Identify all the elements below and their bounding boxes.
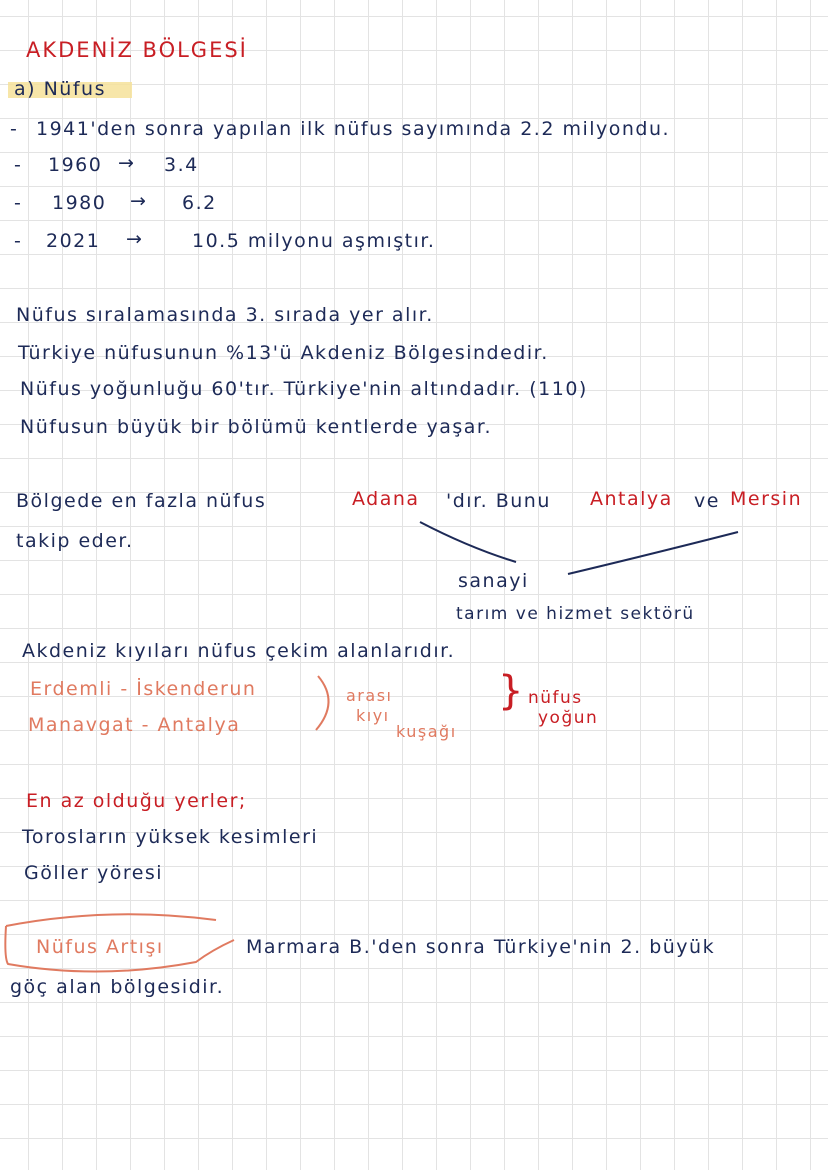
label-sanayi: sanayi bbox=[458, 570, 529, 592]
migration-text: Marmara B.'den sonra Türkiye'nin 2. büyük bbox=[246, 936, 716, 958]
city-mersin: Mersin bbox=[730, 488, 803, 510]
banner-shape bbox=[5, 914, 234, 971]
fact-line: Nüfusun büyük bir bölümü kentlerde yaşar. bbox=[20, 416, 493, 438]
least-heading: En az olduğu yerler; bbox=[26, 790, 247, 812]
label-yogun: yoğun bbox=[538, 708, 599, 728]
cities-prefix: Bölgede en fazla nüfus bbox=[16, 490, 267, 512]
census-value-1960: 3.4 bbox=[164, 154, 199, 176]
label-kiyi: kıyı bbox=[356, 706, 390, 725]
city-adana: Adana bbox=[352, 488, 420, 510]
least-item-1: Torosların yüksek kesimleri bbox=[22, 826, 319, 848]
page-title: AKDENİZ BÖLGESİ bbox=[26, 38, 248, 62]
census-dash-2: - bbox=[14, 154, 23, 176]
cities-ve: ve bbox=[694, 490, 720, 512]
fact-line: Nüfus sıralamasında 3. sırada yer alır. bbox=[16, 304, 434, 326]
census-dash-1: - bbox=[10, 118, 19, 140]
paren-mark bbox=[316, 676, 329, 730]
coast-heading: Akdeniz kıyıları nüfus çekim alanlarıdır. bbox=[22, 640, 456, 662]
label-sectors: tarım ve hizmet sektörü bbox=[456, 604, 695, 624]
census-dash-4: - bbox=[14, 230, 23, 252]
census-year-1960: 1960 bbox=[48, 154, 103, 176]
least-item-2: Göller yöresi bbox=[24, 862, 164, 884]
cities-line-2: takip eder. bbox=[16, 530, 134, 552]
label-nufus: nüfus bbox=[528, 688, 583, 708]
cities-middle: 'dır. Bunu bbox=[446, 490, 551, 512]
census-year-2021: 2021 bbox=[46, 230, 101, 252]
city-antalya: Antalya bbox=[590, 488, 673, 510]
census-value-2021: 10.5 milyonu aşmıştır. bbox=[192, 230, 436, 252]
brace-mark: } bbox=[498, 668, 524, 714]
arrow-icon: → bbox=[126, 228, 144, 250]
fact-line: Nüfus yoğunluğu 60'tır. Türkiye'nin altındadır. (110) bbox=[20, 378, 588, 400]
label-arasi: arası bbox=[346, 686, 393, 705]
coast-pair-1: Erdemli - İskenderun bbox=[30, 678, 257, 700]
census-dash-3: - bbox=[14, 192, 23, 214]
label-kusagi: kuşağı bbox=[396, 722, 457, 741]
connector-line-adana bbox=[420, 522, 516, 562]
census-year-1980: 1980 bbox=[52, 192, 107, 214]
arrow-icon: → bbox=[130, 190, 148, 212]
coast-pair-2: Manavgat - Antalya bbox=[28, 714, 241, 736]
migration-label: Nüfus Artışı bbox=[36, 936, 164, 958]
section-heading-population: a) Nüfus bbox=[14, 78, 106, 100]
migration-line-2: göç alan bölgesidir. bbox=[10, 976, 225, 998]
connector-line-mersin bbox=[568, 532, 738, 574]
census-line-1941: 1941'den sonra yapılan ilk nüfus sayımında 2.2 milyondu. bbox=[36, 118, 671, 140]
arrow-icon: → bbox=[118, 152, 136, 174]
census-value-1980: 6.2 bbox=[182, 192, 217, 214]
fact-line: Türkiye nüfusunun %13'ü Akdeniz Bölgesindedir. bbox=[18, 342, 549, 364]
